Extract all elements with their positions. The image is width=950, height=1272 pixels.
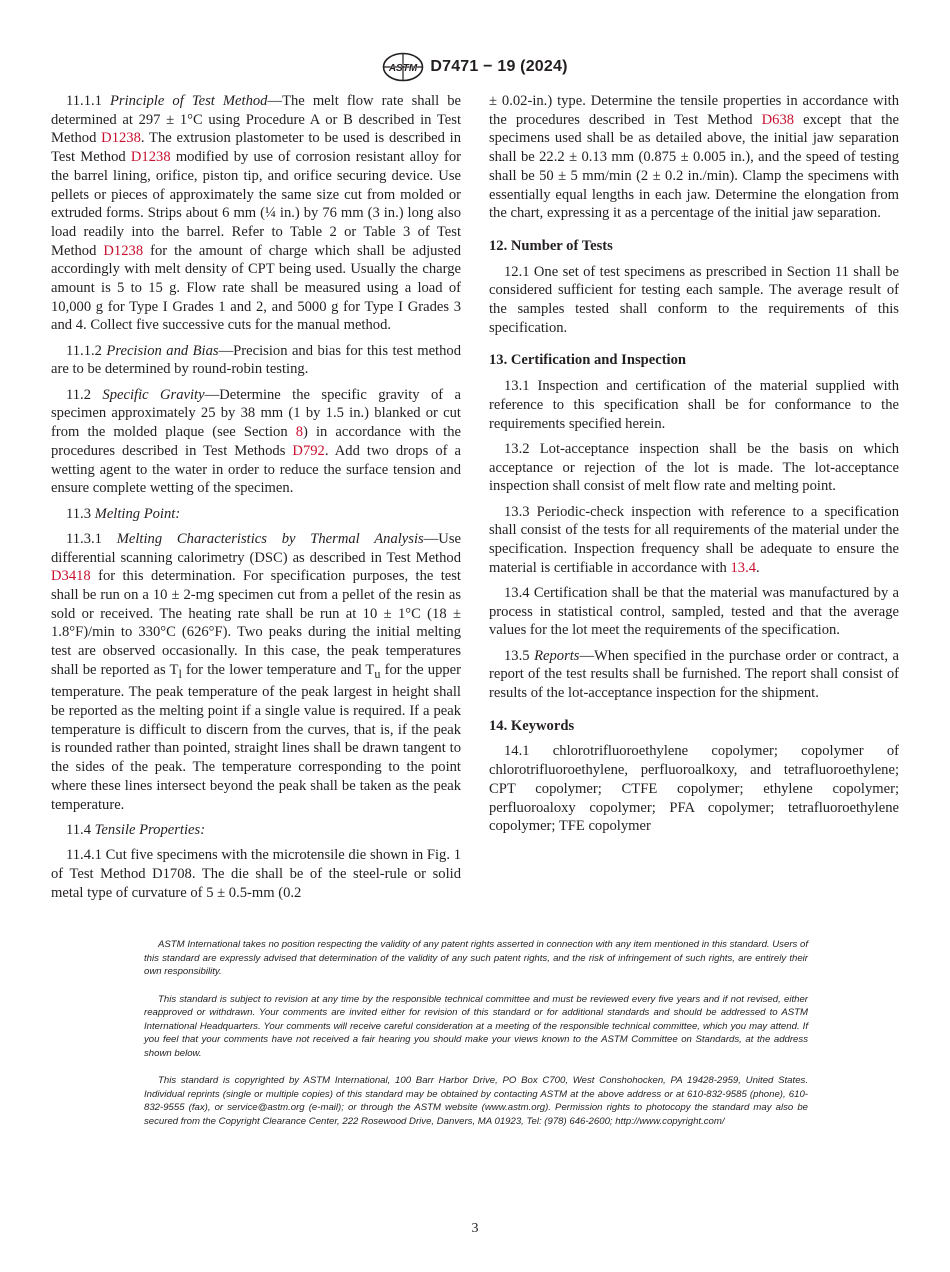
section-heading-14: 14. Keywords [489,717,575,734]
revision-notice: This standard is subject to revision at any time by the responsible technical committee and must be reviewed every five years and if not revised, either reapproved or withdrawn. Your comments are invited either for revision of this standard or for additional standards and should be addressed to ASTM International Headquarters. Your comments will receive careful consideration at a meeting of the responsible technical committee, which you may attend. If you feel that your comments have not received a fair hearing you should make your views known to the ASTM Committee on Standards, at the address shown below. [144,993,808,1059]
svg-text:ASTM: ASTM [389,63,418,74]
link-d1238[interactable]: D1238 [103,242,144,259]
paragraph-11-3-1: 11.3.1 Melting Characteristics by Thermal Analysis—Use differential scanning calorimetry (DSC) as described in Test Method D3418 for this determination. For specification purposes, the test shall be run on a 10 ± 2-mg specimen cut from a pellet of the resin as sold or received. The heating rate shall be run at 10 ± 1°C (18 ± 1.8°F)/min to 330°C (626°F). Two peaks during the initial melting test are observed occasionally. In this case, the peak temperatures shall be reported as $T_l$ for the lower temperature and $T_u$ for the upper temperature. The peak temperature of the peak largest in height shall be reported as the melting point if a single value is required. If a peak temperature is difficult to discern from the curves, that is, if the peak is rounded rather than pointed, straight lines shall be drawn tangent to the sides of the peak. The temperature corresponding to the point where these lines intersect beyond the peak shall be taken as the peak temperature. [51,530,462,813]
section-heading-13: 13. Certification and Inspection [489,352,687,369]
paragraph-12-1: 12.1 One set of test specimens as prescribed in Section 11 shall be considered sufficient for testing each sample. The average result of the samples tested shall conform to the requirements of this specification. [489,263,899,336]
copyright-notice: This standard is copyrighted by ASTM International, 100 Barr Harbor Drive, PO Box C700, West Conshohocken, PA 19428-2959, United States. Individual reprints (single or multiple copies) of this standard may be obtained by contacting ASTM at the above address or at 610-832-9585 (phone), 610-832-9555 (fax), or service@astm.org (e-mail); or through the ASTM website (www.astm.org). Permission rights to photocopy the standard may also be secured from the Copyright Clearance Center, 222 Rosewood Drive, Danvers, MA 01923, Tel: (978) 646-2600; http://www.copyright.com/ [144,1075,808,1127]
paragraph-11-4-1: 11.4.1 Cut five specimens with the microtensile die shown in Fig. 1 of Test Method D1708. The die shall be of the steel-rule or solid metal type of curvature of 5 ± 0.5-mm (0.2 [51,847,462,901]
paragraph-13-4: 13.4 Certification shall be that the material was manufactured by a process in statistical control, sampled, tested and that the average values for the lot meet the requirements of the specification. [489,584,899,639]
document-designation: D7471 − 19 (2024) [430,58,568,75]
link-d638[interactable]: D638 [761,111,795,128]
paragraph-13-5: 13.5 Reports—When specified in the purchase order or contract, a report of the test results shall be furnished. The report shall consist of results of the lot-acceptance inspection for the shipment. [489,647,899,702]
page-header [0,52,950,82]
right-column [489,92,899,843]
paragraph-11-3: 11.3 Melting Point: [66,505,181,522]
paragraph-13-2: 13.2 Lot-acceptance inspection shall be the basis on which acceptance or rejection of the lot is made. The lot-acceptance inspection shall consist of melt flow rate and melting point. [489,440,899,495]
link-d3418[interactable]: D3418 [51,568,91,585]
link-13-4[interactable]: 13.4 [730,559,757,576]
paragraph-13-1: 13.1 Inspection and certification of the material supplied with reference to this specification shall be for conformance to the requirements specified herein. [489,378,899,432]
section-heading-12: 12. Number of Tests [489,237,613,254]
paragraph-11-2: 11.2 Specific Gravity—Determine the specific gravity of a specimen approximately 25 by 38 mm (1 by 1.5 in.) blanked or cut from the molded plaque (see Section 8) in accordance with the procedures described in Test Methods D792. Add two drops of a wetting agent to the water in order to reduce the surface tension and ensure complete wetting of the specimen. [51,386,461,497]
paragraph-11-1-1: 11.1.1 Principle of Test Method—The melt flow rate shall be determined at 297 ± 1°C using Procedure A or B described in Test Method D1238. The extrusion plastometer to be used is described in Test Method D1238 modified by use of corrosion resistant alloy for the barrel lining, orifice, piston tip, and orifice securing device. Use pellets or pieces of approximately the same size cut from molded or extruded forms. Strips about 6 mm (¼ in.) by 76 mm (3 in.) long also load readily into the barrel. Refer to Table 2 or Table 3 of Test Method D1238 for the amount of charge which shall be adjusted accordingly with melt density of CPT being used. Usually the charge amount is 5 to 15 g. Flow rate shall be measured using a load of 10,000 g for Type I Grades 1 and 2, and 5000 g for Type I Grades 3 and 4. Collect five successive cuts for the manual method. [51,93,462,334]
paragraph-11-1-2: 11.1.2 Precision and Bias—Precision and bias for this test method are to be determined by round-robin testing. [51,342,461,378]
link-d1238[interactable]: D1238 [130,149,171,166]
left-column [51,92,461,909]
paragraph-11-4: 11.4 Tensile Properties: [66,821,206,838]
patent-notice: ASTM International takes no position respecting the validity of any patent rights asserted in connection with any item mentioned in this standard. Users of this standard are expressly advised that determination of the validity of any such patent rights, and the risk of infringement of such rights, are entirely their own responsibility. [144,939,808,977]
link-d792[interactable]: D792 [292,442,325,459]
paragraph-13-3: 13.3 Periodic-check inspection with reference to a specification shall consist of the tests for all requirements of the material under the specification. Inspection frequency shall be adequate to ensure the material is certifiable in accordance with 13.4. [489,503,899,576]
page-number: 3 [471,1221,479,1236]
paragraph-14-1: 14.1 chlorotrifluoroethylene copolymer; copolymer of chlorotrifluoroethylene, perfluoroalkoxy, and tetrafluoroethylene; CPT copolymer; CTFE copolymer; ethylene copolymer; perfluoroaloxy copolymer; PFA copolymer; tetrafluoroethylene copolymer; TFE copolymer [489,743,899,835]
astm-logo-icon [382,52,424,82]
link-d1238[interactable]: D1238 [101,130,141,147]
paragraph-11-4-1-continued: ± 0.02-in.) type. Determine the tensile properties in accordance with the procedures described in Test Method D638 except that the specimens used shall be as detailed above, the initial jaw separation shall be 22.2 ± 0.13 mm (0.875 ± 0.005 in.), and the speed of testing shall be 50 ± 5 mm/min (2 ± 0.2 in./min). Clamp the specimens with essentially equal lengths in each jaw. Determine the elongation from the chart, expressing it as a percentage of the initial jaw separation. [489,93,899,222]
legal-notices [144,938,808,1142]
link-section-8[interactable]: 8 [295,424,304,441]
